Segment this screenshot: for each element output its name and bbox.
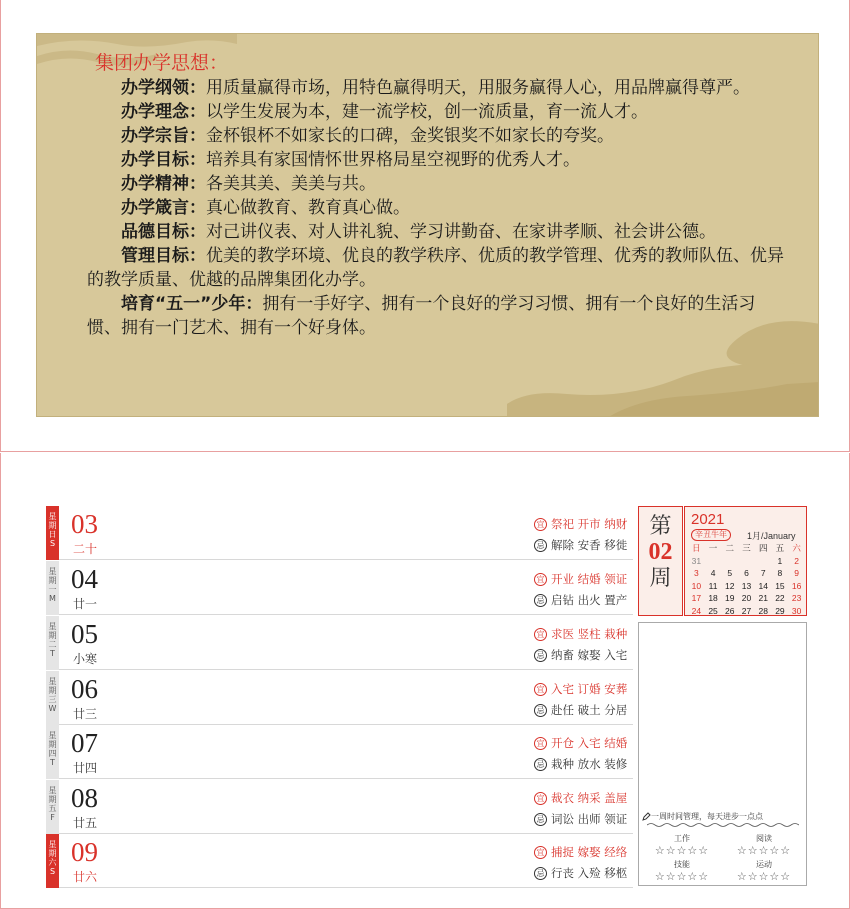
weekday-tab — [46, 616, 59, 670]
ji-badge-icon: 忌 — [534, 594, 547, 607]
activity-text: 裁衣 纳采 盖屋 — [551, 791, 628, 805]
auspicious-activities — [534, 790, 627, 806]
ji-badge-icon: 忌 — [534, 704, 547, 717]
motto-item-label: 管理目标： — [121, 246, 206, 266]
yi-badge-icon: 宜 — [534, 518, 547, 531]
mini-calendar-day: 16 — [791, 580, 802, 591]
motto-title: 集团办学思想： — [95, 52, 229, 74]
yi-badge-icon: 宜 — [534, 737, 547, 750]
weekday-char: 期 — [48, 795, 57, 804]
mini-calendar-day: 6 — [744, 568, 749, 578]
day-number: 07 — [71, 728, 98, 758]
weekday-tab — [46, 780, 59, 834]
day-row[interactable] — [46, 561, 633, 615]
day-number: 03 — [71, 509, 98, 539]
weekday-tab — [46, 725, 59, 779]
day-number: 05 — [71, 619, 98, 649]
mini-calendar-day: 20 — [741, 593, 752, 603]
activity-text: 祭祀 开市 纳财 — [551, 517, 628, 531]
inauspicious-activities — [534, 647, 627, 663]
lunar-date: 廿三 — [73, 707, 98, 721]
weekday-tab — [46, 561, 59, 615]
mini-calendar-weekday: 四 — [758, 543, 768, 553]
star-rating-icon[interactable]: ☆☆☆☆☆ — [736, 844, 792, 857]
mini-calendar-day: 25 — [708, 605, 718, 616]
lunar-date: 小寒 — [73, 652, 98, 666]
weekday-char: S — [49, 867, 56, 876]
motto-item — [87, 172, 787, 196]
ji-badge-icon: 忌 — [534, 649, 547, 662]
mini-calendar-day: 31 — [691, 555, 702, 566]
weekday-char: 四 — [48, 749, 57, 758]
motto-item — [87, 148, 787, 172]
rating-skill[interactable] — [647, 859, 717, 883]
mini-calendar-day: 24 — [691, 605, 702, 616]
day-number: 06 — [71, 674, 98, 704]
lunar-date: 廿六 — [73, 870, 98, 884]
motto-item-label: 办学精神： — [121, 174, 206, 194]
lunar-date: 二十 — [73, 542, 98, 556]
day-row[interactable] — [46, 616, 633, 670]
motto-item-text: 优美的教学环境、优良的教学秩序、优质的教学管理、优秀的教师队伍、优异的教学质量、优越的品牌集团化办学。 — [87, 246, 784, 290]
inauspicious-activities — [534, 537, 627, 553]
mini-calendar-day: 13 — [741, 580, 752, 591]
mini-calendar-day: 19 — [725, 593, 735, 603]
day-number: 09 — [71, 837, 98, 867]
activity-text: 纳畜 嫁娶 入宅 — [551, 648, 628, 662]
mini-calendar-weekday: 二 — [725, 543, 735, 553]
mini-calendar-day — [721, 556, 738, 568]
week-prefix: 第 — [649, 513, 672, 538]
weekday-char: 期 — [48, 740, 57, 749]
yi-badge-icon: 宜 — [534, 573, 547, 586]
weekday-char: 星 — [48, 786, 57, 795]
activity-text: 开业 结婚 领证 — [551, 572, 628, 586]
activity-text: 栽种 放水 装修 — [551, 757, 628, 771]
weekday-char: 日 — [48, 530, 57, 539]
mini-calendar-day: 7 — [760, 568, 766, 578]
auspicious-activities — [534, 571, 627, 587]
yi-badge-icon: 宜 — [534, 628, 547, 641]
activity-text: 赴任 破土 分居 — [551, 703, 628, 717]
motto-item-label: 办学纲领： — [121, 78, 206, 98]
activity-text: 词讼 出师 领证 — [551, 812, 628, 826]
motto-item — [87, 124, 787, 148]
weekday-char: S — [49, 539, 56, 548]
mini-calendar-day: 22 — [775, 593, 785, 603]
day-row[interactable] — [46, 834, 633, 888]
yi-badge-icon: 宜 — [534, 792, 547, 805]
week-number: 02 — [648, 539, 673, 565]
mini-calendar-year: 2021 — [691, 511, 725, 528]
mini-calendar-ganzhi: 辛丑牛年 — [691, 529, 731, 541]
rating-reading[interactable] — [729, 833, 799, 857]
mini-calendar-day: 18 — [708, 593, 718, 603]
day-row[interactable] — [46, 725, 633, 779]
week-number-box — [638, 506, 683, 616]
mini-calendar-day: 4 — [710, 568, 716, 578]
week-suffix: 周 — [649, 565, 672, 590]
motto-item-text: 拥有一手好字、拥有一个良好的学习习惯、拥有一个良好的生活习惯、拥有一门艺术、拥有一个好身体。 — [87, 294, 756, 338]
mini-calendar-day — [738, 556, 755, 568]
inauspicious-activities — [534, 756, 627, 772]
mini-calendar-weekday: 六 — [792, 543, 801, 553]
rating-label: 运动 — [756, 860, 772, 869]
rating-label: 技能 — [674, 860, 690, 869]
weekday-tab — [46, 506, 59, 560]
inauspicious-activities — [534, 865, 627, 881]
motto-item — [87, 244, 787, 292]
mini-calendar-grid — [688, 543, 805, 617]
motto-item-text: 培养具有家国情怀世界格局星空视野的优秀人才。 — [206, 150, 580, 170]
bottom-page — [0, 453, 850, 909]
activity-text: 捕捉 嫁娶 经络 — [551, 845, 628, 859]
activity-text: 入宅 订婚 安葬 — [551, 682, 628, 696]
activity-text: 开仓 入宅 结婚 — [551, 736, 628, 750]
mini-calendar-day: 30 — [791, 605, 802, 616]
weekday-char: 五 — [48, 804, 57, 813]
mini-calendar-day: 12 — [725, 580, 735, 591]
weekday-char: 期 — [48, 686, 57, 695]
wavy-divider — [647, 822, 799, 828]
weekday-char: 星 — [48, 567, 57, 576]
day-row[interactable] — [46, 780, 633, 834]
motto-item — [87, 220, 787, 244]
mini-calendar-day: 9 — [794, 568, 799, 578]
activity-text: 行丧 入殓 移柩 — [551, 866, 628, 880]
mini-calendar-weekday: 日 — [692, 543, 701, 553]
auspicious-activities — [534, 844, 627, 860]
weekday-char: T — [50, 649, 55, 658]
top-page — [0, 0, 850, 452]
lunar-date: 廿四 — [73, 761, 98, 775]
mini-calendar-day: 11 — [708, 580, 718, 591]
weekday-char: 星 — [48, 731, 57, 740]
ji-badge-icon: 忌 — [534, 758, 547, 771]
weekday-tab — [46, 834, 59, 888]
motto-item-label: 办学箴言： — [121, 198, 206, 218]
mini-calendar — [684, 506, 807, 616]
rating-label: 阅读 — [756, 834, 772, 843]
motto-item — [87, 100, 787, 124]
motto-item-text: 各美其美、美美与共。 — [206, 174, 376, 194]
motto-item-label: 办学理念： — [121, 102, 206, 122]
notes-tip: 一周时间管理，每天进步一点点 — [651, 812, 763, 821]
auspicious-activities — [534, 681, 627, 697]
mini-calendar-weekday: 三 — [742, 543, 751, 553]
activity-text: 求医 竖柱 栽种 — [551, 627, 628, 641]
mini-calendar-day: 10 — [691, 580, 702, 591]
motto-item-label: 办学目标： — [121, 150, 206, 170]
notes-box[interactable] — [638, 622, 807, 886]
ji-badge-icon: 忌 — [534, 813, 547, 826]
pencil-icon — [642, 812, 651, 821]
lunar-date: 廿一 — [73, 597, 98, 611]
ji-badge-icon: 忌 — [534, 867, 547, 880]
motto-item — [87, 292, 787, 340]
weekday-char: 二 — [48, 640, 57, 649]
inauspicious-activities — [534, 592, 627, 608]
weekday-char: 一 — [48, 585, 57, 594]
motto-item — [87, 196, 787, 220]
mini-calendar-day: 3 — [693, 568, 699, 578]
motto-body — [87, 76, 787, 340]
weekday-char: 星 — [48, 840, 57, 849]
weekday-char: 期 — [48, 631, 57, 640]
weekday-char: M — [49, 594, 56, 603]
auspicious-activities — [534, 735, 627, 751]
yi-badge-icon: 宜 — [534, 846, 547, 859]
auspicious-activities — [534, 626, 627, 642]
motto-item-text: 对己讲仪表、对人讲礼貌、学习讲勤奋、在家讲孝顺、社会讲公德。 — [206, 222, 716, 242]
weekday-char: 六 — [48, 858, 57, 867]
mini-calendar-weekday: 五 — [775, 543, 785, 553]
lunar-date: 廿五 — [73, 816, 98, 830]
mini-calendar-day: 15 — [775, 580, 785, 591]
weekday-char: 期 — [48, 521, 57, 530]
activity-text: 启钻 出火 置产 — [551, 593, 628, 607]
mini-calendar-weekday: 一 — [708, 543, 718, 553]
motto-item-text: 真心做教育、教育真心做。 — [206, 198, 410, 218]
day-number: 04 — [71, 564, 98, 594]
motto-item-text: 金杯银杯不如家长的口碑，金奖银奖不如家长的夸奖。 — [206, 126, 614, 146]
star-rating-icon[interactable]: ☆☆☆☆☆ — [736, 870, 792, 883]
rating-work[interactable] — [647, 833, 717, 857]
inauspicious-activities — [534, 702, 627, 718]
rating-exercise[interactable] — [729, 859, 799, 883]
mini-calendar-day: 1 — [777, 555, 783, 566]
mini-calendar-day: 27 — [741, 605, 752, 616]
mini-calendar-day: 17 — [691, 593, 702, 603]
yi-badge-icon: 宜 — [534, 683, 547, 696]
mini-calendar-day: 14 — [758, 580, 768, 591]
weekday-char: 期 — [48, 849, 57, 858]
weekday-char: W — [48, 704, 57, 713]
mini-calendar-day: 21 — [758, 593, 768, 603]
day-number: 08 — [71, 783, 98, 813]
motto-item-text: 用质量赢得市场，用特色赢得明天，用服务赢得人心，用品牌赢得尊严。 — [206, 78, 750, 98]
mini-calendar-day: 28 — [758, 605, 768, 616]
weekday-char: 期 — [48, 576, 57, 585]
mini-calendar-day: 5 — [727, 568, 733, 578]
weekday-char: 星 — [48, 677, 57, 686]
auspicious-activities — [534, 516, 627, 532]
star-rating-icon[interactable]: ☆☆☆☆☆ — [654, 870, 710, 883]
inauspicious-activities — [534, 811, 627, 827]
mini-calendar-day: 26 — [725, 605, 735, 616]
day-row[interactable] — [46, 506, 633, 560]
weekday-tab — [46, 671, 59, 725]
weekday-char: T — [50, 758, 55, 767]
mini-calendar-month: 1月/January — [747, 531, 796, 541]
weekday-char: 星 — [48, 622, 57, 631]
motto-item — [87, 76, 787, 100]
mini-calendar-day: 29 — [775, 605, 785, 616]
weekday-char: 星 — [48, 512, 57, 521]
activity-text: 解除 安香 移徙 — [551, 538, 628, 552]
motto-item-label: 办学宗旨： — [121, 126, 206, 146]
mini-calendar-day — [705, 556, 722, 568]
ji-badge-icon: 忌 — [534, 539, 547, 552]
mini-calendar-day: 2 — [794, 555, 799, 566]
day-row[interactable] — [46, 671, 633, 725]
motto-item-text: 以学生发展为本，建一流学校，创一流质量，育一流人才。 — [206, 102, 648, 122]
weekday-char: 三 — [48, 695, 57, 704]
mini-calendar-day: 8 — [777, 568, 783, 578]
mini-calendar-day: 23 — [791, 593, 802, 603]
motto-item-label: 品德目标： — [121, 222, 206, 242]
motto-item-label: 培育“五一”少年： — [121, 294, 263, 314]
rating-label: 工作 — [674, 834, 690, 843]
mini-calendar-day — [755, 556, 772, 568]
star-rating-icon[interactable]: ☆☆☆☆☆ — [654, 844, 710, 857]
weekday-char: F — [50, 813, 55, 822]
motto-card — [36, 33, 819, 417]
